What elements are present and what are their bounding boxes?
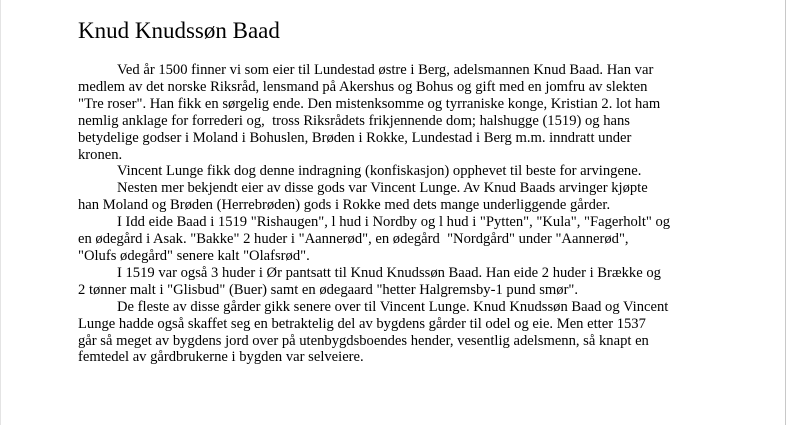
text-line: Vincent Lunge fikk dog denne indragning (konfiskasjon) opphevet til beste for arvingene. — [117, 163, 642, 180]
text-line: "Olufs ødegård" senere kalt "Olafsrød". — [78, 247, 310, 264]
text-line: nemlig anklage for forrederi og, tross Riksrådets frikjennende dom; halshugge (1519) og hans — [78, 112, 630, 129]
paragraph — [78, 265, 708, 299]
text-line: Nesten mer bekjendt eier av disse gods var Vincent Lunge. Av Knud Baads arvinger kjøpte — [117, 180, 648, 197]
text-line: I Idd eide Baad i 1519 "Rishaugen", l hud i Nordby og l hud i "Pytten", "Kula", "Fagerholt" og — [117, 214, 671, 231]
text-line: Ved år 1500 finner vi som eier til Lundestad østre i Berg, adelsmannen Knud Baad. Han var — [117, 62, 654, 78]
paragraph — [78, 62, 708, 163]
paragraph — [78, 299, 708, 367]
text-line: femtedel av gårdbrukerne i bygden var selveiere. — [78, 349, 364, 366]
paragraph — [78, 214, 708, 265]
text-line: 2 tønner malt i "Glisbud" (Buer) samt en ødegaard "hetter Halgremsby-1 pund smør". — [78, 281, 579, 298]
text-line: kronen. — [78, 146, 123, 163]
text-line: I 1519 var også 3 huder i Ør pantsatt til Knud Knudssøn Baad. Han eide 2 huder i Brække og — [117, 264, 661, 281]
page-title: Knud Knudssøn Baad — [78, 18, 280, 43]
text-line: De fleste av disse gårder gikk senere over til Vincent Lunge. Knud Knudssøn Baad og Vincent — [117, 298, 669, 315]
text-line: går så meget av bygdens jord over på utenbygdsboendes hender, vesentlig adelsmenn, så knapt en — [78, 332, 649, 349]
text-line: en ødegård i Asak. "Bakke" 2 huder i "Aannerød", en ødegård "Nordgård" under "Aannerød", — [78, 231, 629, 248]
text-line: medlem av det norske Riksråd, lensmand på Akershus og Bohus og gift med en jomfru av slekten — [78, 78, 648, 95]
paragraph — [78, 180, 708, 214]
text-line: betydelige godser i Moland i Bohuslen, Brøden i Rokke, Lundestad i Berg m.m. inndratt under — [78, 129, 632, 146]
document-body — [78, 62, 708, 366]
text-line: "Tre roser". Han fikk en sørgelig ende. Den mistenksomme og tyrraniske konge, Kristian 2. lot ham — [78, 95, 661, 112]
text-line: Lunge hadde også skaffet seg en betraktelig del av bygdens gårder til odel og eie. Men etter 1537 — [78, 315, 646, 332]
text-line: han Moland og Brøden (Herrebrøden) gods i Rokke med dets mange underliggende gårder. — [78, 197, 611, 214]
paragraph — [78, 163, 708, 180]
